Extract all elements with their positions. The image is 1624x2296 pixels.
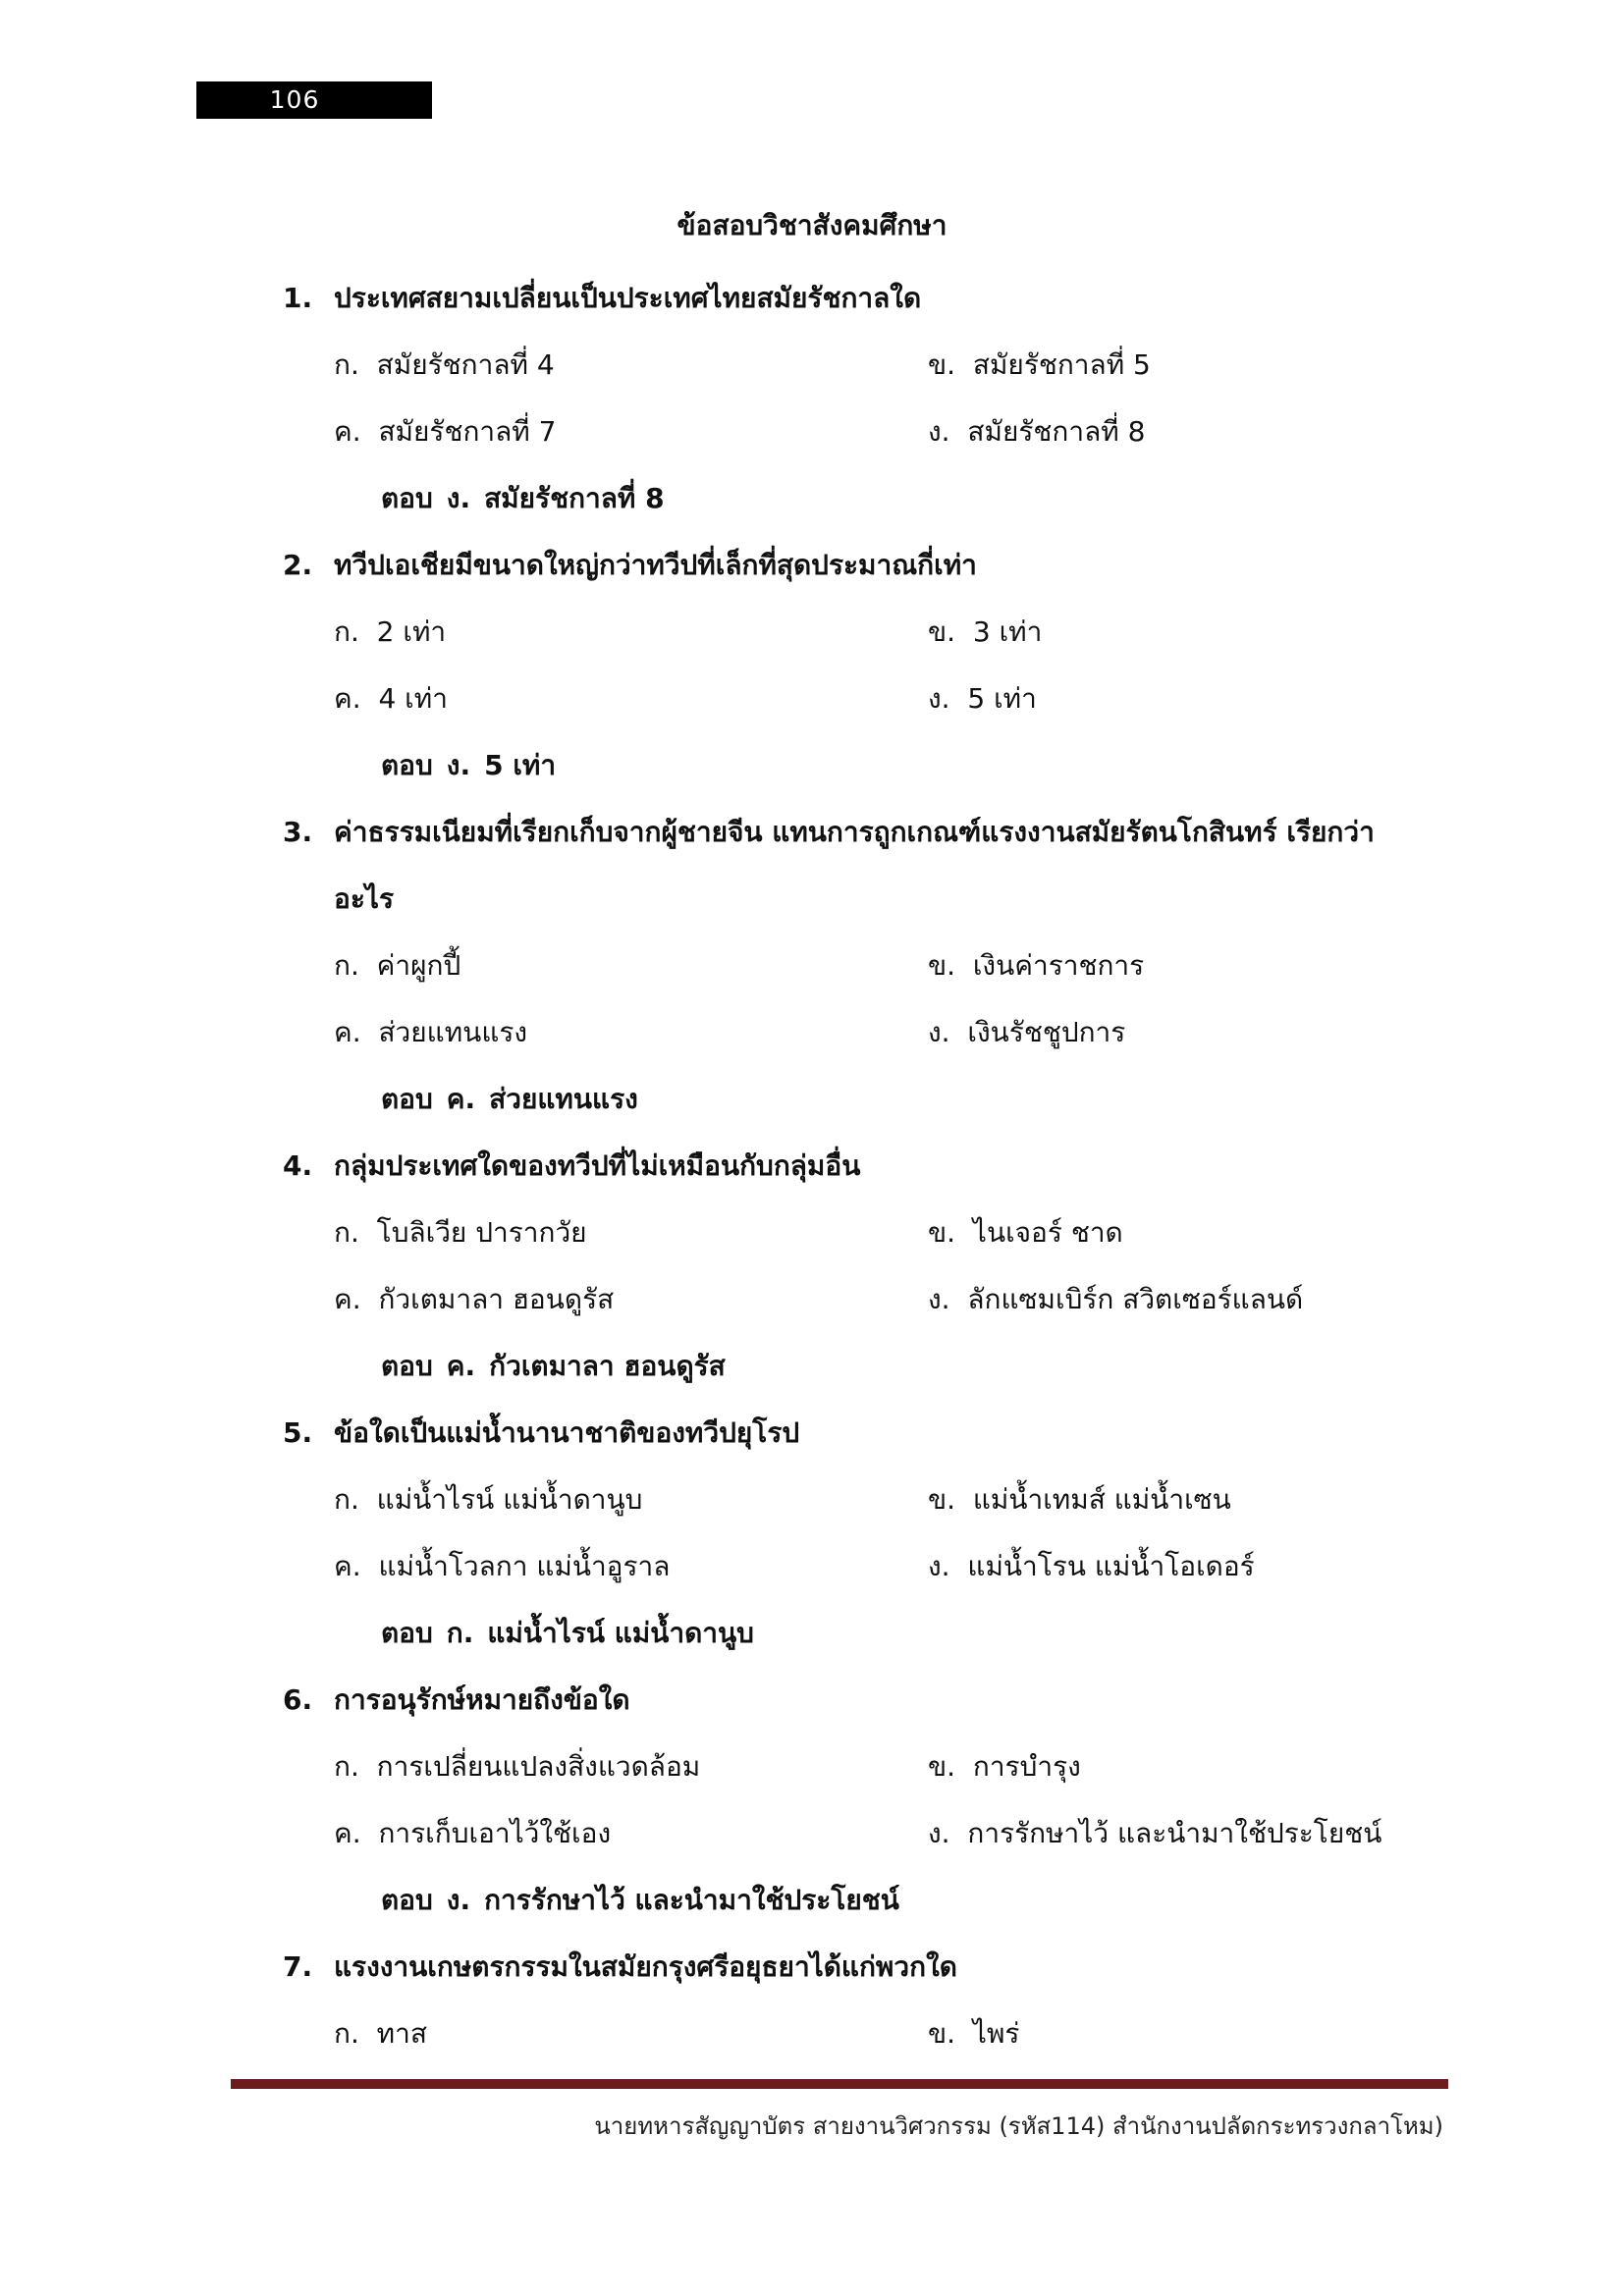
answer-row	[0, 1333, 1624, 1400]
question-text: ประเทศสยามเปลี่ยนเป็นประเทศไทยสมัยรัชกาลใด	[334, 282, 922, 314]
option-c: ค. แม่น้ำโวลกา แม่น้ำอูราล	[334, 1550, 671, 1582]
option-b: ข. 3 เท่า	[928, 615, 1043, 648]
question-text: การอนุรักษ์หมายถึงข้อใด	[334, 1683, 630, 1716]
question-7	[0, 1934, 1624, 2001]
question-text: ข้อใดเป็นแม่น้ำนานาชาติของทวีปยุโรป	[334, 1416, 800, 1449]
option-d: ง. การรักษาไว้ และนำมาใช้ประโยชน์	[928, 1817, 1382, 1849]
question-text: กลุ่มประเทศใดของทวีปที่ไม่เหมือนกับกลุ่มอื่น	[334, 1149, 861, 1182]
answer: ตอบ ง. สมัยรัชกาลที่ 8	[381, 482, 665, 514]
answer-row	[0, 1066, 1624, 1133]
option-row	[0, 666, 1624, 732]
answer-row	[0, 465, 1624, 532]
answer: ตอบ ง. 5 เท่า	[381, 749, 557, 781]
question-text: แรงงานเกษตรกรรมในสมัยกรุงศรีอยุธยาได้แก่พวกใด	[334, 1950, 957, 1983]
answer: ตอบ ง. การรักษาไว้ และนำมาใช้ประโยชน์	[381, 1884, 899, 1916]
answer-row	[0, 732, 1624, 799]
answer: ตอบ ค. ส่วยแทนแรง	[381, 1083, 638, 1115]
option-row	[0, 2001, 1624, 2067]
option-a: ก. ค่าผูกปี้	[334, 949, 461, 982]
option-a: ก. ทาส	[334, 2017, 427, 2050]
option-row	[0, 1266, 1624, 1333]
option-c: ค. ส่วยแทนแรง	[334, 1016, 528, 1048]
question-number: 3.	[283, 816, 313, 848]
option-a: ก. แม่น้ำไรน์ แม่น้ำดานูบ	[334, 1483, 643, 1516]
option-b: ข. สมัยรัชกาลที่ 5	[928, 348, 1151, 381]
option-d: ง. สมัยรัชกาลที่ 8	[928, 415, 1146, 448]
option-c: ค. กัวเตมาลา ฮอนดูรัส	[334, 1283, 615, 1315]
answer-row	[0, 1867, 1624, 1934]
option-d: ง. ลักแซมเบิร์ก สวิตเซอร์แลนด์	[928, 1283, 1304, 1315]
option-row	[0, 933, 1624, 999]
option-a: ก. โบลิเวีย ปารากวัย	[334, 1216, 587, 1249]
option-d: ง. เงินรัชชูปการ	[928, 1016, 1126, 1048]
answer-row	[0, 1600, 1624, 1667]
option-a: ก. การเปลี่ยนแปลงสิ่งแวดล้อม	[334, 1750, 701, 1783]
question-5	[0, 1400, 1624, 1467]
option-b: ข. แม่น้ำเทมส์ แม่น้ำเซน	[928, 1483, 1231, 1516]
option-row	[0, 599, 1624, 666]
question-number: 5.	[283, 1416, 313, 1449]
question-number: 2.	[283, 549, 313, 581]
option-c: ค. 4 เท่า	[334, 682, 448, 715]
answer: ตอบ ก. แม่น้ำไรน์ แม่น้ำดานูบ	[381, 1617, 754, 1649]
question-3	[0, 799, 1624, 866]
option-row	[0, 1200, 1624, 1266]
option-a: ก. สมัยรัชกาลที่ 4	[334, 348, 555, 381]
option-c: ค. สมัยรัชกาลที่ 7	[334, 415, 557, 448]
option-b: ข. ไพร่	[928, 2017, 1020, 2050]
option-b: ข. ไนเจอร์ ชาด	[928, 1216, 1123, 1249]
option-b: ข. เงินค่าราชการ	[928, 949, 1145, 982]
document-title: ข้อสอบวิชาสังคมศึกษา	[677, 209, 947, 241]
option-d: ง. แม่น้ำโรน แม่น้ำโอเดอร์	[928, 1550, 1255, 1582]
option-row	[0, 1467, 1624, 1533]
option-d: ง. 5 เท่า	[928, 682, 1037, 715]
footer-divider	[231, 2079, 1448, 2089]
question-6	[0, 1667, 1624, 1734]
option-c: ค. การเก็บเอาไว้ใช้เอง	[334, 1817, 612, 1849]
option-row	[0, 1533, 1624, 1600]
question-1	[0, 265, 1624, 332]
answer: ตอบ ค. กัวเตมาลา ฮอนดูรัส	[381, 1350, 726, 1382]
question-number: 1.	[283, 282, 313, 314]
option-row	[0, 1800, 1624, 1867]
question-2	[0, 532, 1624, 599]
page-number-badge: 106	[196, 81, 432, 119]
question-number: 6.	[283, 1683, 313, 1716]
option-row	[0, 332, 1624, 399]
question-text-cont: อะไร	[334, 882, 394, 915]
question-4	[0, 1133, 1624, 1200]
question-number: 4.	[283, 1149, 313, 1182]
footer-text: นายทหารสัญญาบัตร สายงานวิศวกรรม (รหัส114) สำนักงานปลัดกระทรวงกลาโหม)	[594, 2112, 1443, 2140]
option-b: ข. การบำรุง	[928, 1750, 1081, 1783]
question-text: ค่าธรรมเนียมที่เรียกเก็บจากผู้ชายจีน แทนการถูกเกณฑ์แรงงานสมัยรัตนโกสินทร์ เรียกว่า	[334, 816, 1375, 848]
option-row	[0, 1734, 1624, 1800]
option-row	[0, 999, 1624, 1066]
option-row	[0, 399, 1624, 465]
option-a: ก. 2 เท่า	[334, 615, 447, 648]
question-text: ทวีปเอเชียมีขนาดใหญ่กว่าทวีปที่เล็กที่สุดประมาณกี่เท่า	[334, 549, 977, 581]
question-text-continued	[0, 866, 1624, 933]
question-list	[0, 265, 1624, 2067]
question-number: 7.	[283, 1950, 313, 1983]
